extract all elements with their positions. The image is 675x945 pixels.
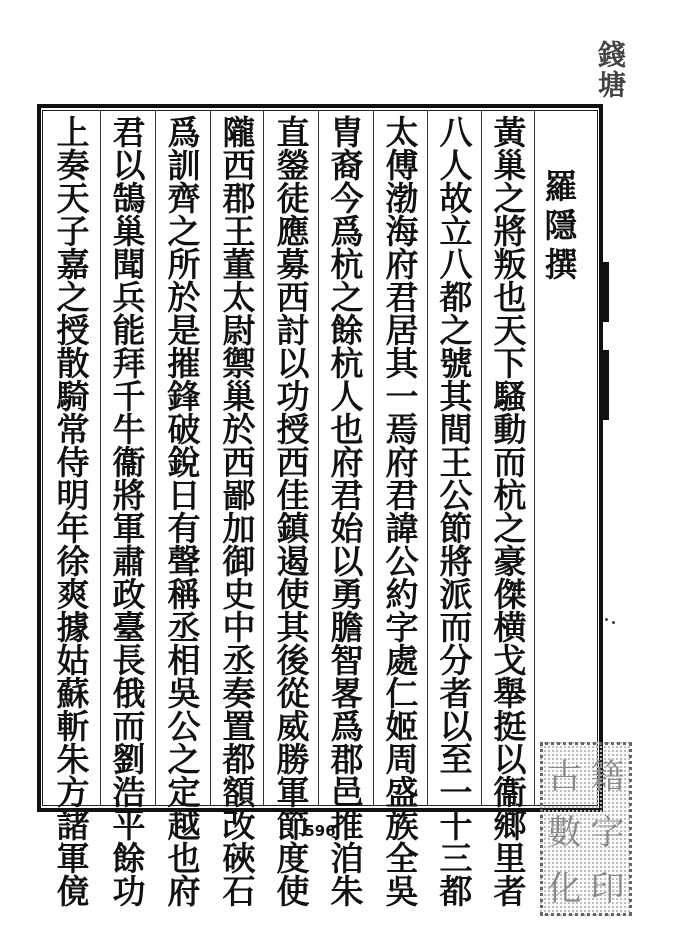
character: 衞	[112, 443, 146, 482]
character: 推	[330, 806, 364, 845]
character: 軍	[276, 773, 310, 812]
character: 撰	[544, 245, 578, 284]
character: 授	[56, 311, 90, 350]
character: 使	[276, 872, 310, 911]
character: 諱	[385, 509, 419, 548]
character: 府	[385, 443, 419, 482]
character: 隱	[544, 206, 578, 245]
character: 破	[167, 410, 201, 449]
character: 郡	[222, 179, 256, 218]
character: 相	[167, 641, 201, 680]
character: 浩	[112, 773, 146, 812]
page-number: 596	[304, 822, 336, 840]
character: 後	[276, 641, 310, 680]
character: 石	[222, 872, 256, 911]
character: 處	[385, 641, 419, 680]
character: 應	[276, 212, 310, 251]
character: 之	[167, 212, 201, 251]
character: 長	[112, 641, 146, 680]
character: 常	[56, 410, 90, 449]
column-rule	[100, 110, 101, 806]
character: 募	[276, 245, 310, 284]
character: 奏	[222, 674, 256, 713]
character: 居	[385, 311, 419, 350]
character: 加	[222, 509, 256, 548]
character: 上	[56, 113, 90, 152]
character: 日	[167, 476, 201, 515]
character: 横	[493, 608, 527, 647]
character: 膽	[330, 608, 364, 647]
character: 周	[385, 740, 419, 779]
character: 勝	[276, 740, 310, 779]
character: 傑	[493, 575, 527, 614]
character: 派	[439, 575, 473, 614]
character: 之	[167, 740, 201, 779]
text-column-5	[270, 113, 316, 911]
character: 吳	[167, 674, 201, 713]
character: 丞	[167, 608, 201, 647]
character: 侍	[56, 443, 90, 482]
character: 都	[439, 872, 473, 911]
text-column-7	[161, 113, 207, 911]
character: 董	[222, 245, 256, 284]
character: 洎	[330, 839, 364, 878]
character: 王	[222, 212, 256, 251]
character: 丞	[222, 641, 256, 680]
character: 以	[276, 344, 310, 383]
character: 智	[330, 641, 364, 680]
character: 授	[276, 410, 310, 449]
character: 改	[222, 806, 256, 845]
character: 朱	[330, 872, 364, 911]
character: 爲	[330, 707, 364, 746]
character: 騎	[56, 377, 90, 416]
character: 而	[493, 443, 527, 482]
character: 衞	[493, 773, 527, 812]
character: 斬	[56, 707, 90, 746]
text-column-9	[50, 113, 96, 911]
character: 裔	[330, 146, 364, 185]
character: 西	[276, 443, 310, 482]
character: 天	[56, 179, 90, 218]
character: 公	[167, 707, 201, 746]
character: 於	[222, 410, 256, 449]
character: 額	[222, 773, 256, 812]
character: 豪	[493, 542, 527, 581]
character: 尉	[222, 311, 256, 350]
character: 公	[439, 476, 473, 515]
character: 直	[276, 113, 310, 152]
character: 之	[330, 278, 364, 317]
character: 全	[385, 839, 419, 878]
character: 焉	[385, 410, 419, 449]
character: 越	[167, 806, 201, 845]
character: 訓	[167, 146, 201, 185]
character: 姬	[385, 707, 419, 746]
character: 君	[330, 476, 364, 515]
character: 里	[493, 839, 527, 878]
character: 一	[439, 773, 473, 812]
text-column-8	[106, 113, 152, 911]
character: 能	[112, 311, 146, 350]
character: 杭	[493, 476, 527, 515]
character: 方	[56, 773, 90, 812]
character: 都	[439, 278, 473, 317]
character: 以	[330, 542, 364, 581]
character: 約	[385, 575, 419, 614]
character: 字	[385, 608, 419, 647]
character: 所	[167, 245, 201, 284]
character: 年	[56, 509, 90, 548]
character: 將	[493, 212, 527, 251]
character: 杭	[330, 344, 364, 383]
character: 置	[222, 707, 256, 746]
character: 太	[385, 113, 419, 152]
character: 始	[330, 509, 364, 548]
text-column-2	[433, 113, 479, 911]
character: 八	[439, 113, 473, 152]
text-column-6	[216, 113, 262, 911]
character: 吳	[385, 872, 419, 911]
column-rule	[427, 110, 428, 806]
character: 諸	[56, 806, 90, 845]
text-column-4	[324, 113, 370, 911]
text-column-3	[379, 113, 425, 911]
character: 將	[439, 542, 473, 581]
character: 之	[56, 278, 90, 317]
character: 餘	[330, 311, 364, 350]
character: 八	[439, 245, 473, 284]
character: 巢	[222, 377, 256, 416]
character: 硤	[222, 839, 256, 878]
character: 朱	[56, 740, 90, 779]
character: 騷	[493, 377, 527, 416]
character: 徐	[56, 542, 90, 581]
character: 胄	[330, 113, 364, 152]
character: 而	[439, 608, 473, 647]
edge-mark-2	[602, 350, 609, 420]
character: 府	[167, 872, 201, 911]
character: 羅	[544, 167, 578, 206]
character: 鄙	[222, 476, 256, 515]
character: 族	[385, 806, 419, 845]
character: 於	[167, 278, 201, 317]
character: 傅	[385, 146, 419, 185]
character: 子	[56, 212, 90, 251]
character: 爽	[56, 575, 90, 614]
character: 杭	[330, 245, 364, 284]
character: 嘉	[56, 245, 90, 284]
character: 蘇	[56, 674, 90, 713]
character: 分	[439, 641, 473, 680]
character: 是	[167, 311, 201, 350]
seal-glyph: 印	[590, 868, 625, 909]
character: 郡	[330, 740, 364, 779]
character: 動	[493, 410, 527, 449]
seal-glyph: 化	[547, 868, 582, 909]
character: 鄉	[493, 806, 527, 845]
character: 有	[167, 509, 201, 548]
character: 肅	[112, 542, 146, 581]
character: 鎮	[276, 509, 310, 548]
character: 聞	[112, 245, 146, 284]
character: 以	[493, 740, 527, 779]
character: 也	[493, 278, 527, 317]
character: 人	[330, 377, 364, 416]
character: 徒	[276, 179, 310, 218]
character: 其	[276, 608, 310, 647]
column-rule	[318, 110, 319, 806]
bleed-through-text: 錢塘	[594, 40, 627, 100]
character: 立	[439, 212, 473, 251]
character: 者	[439, 674, 473, 713]
character: 功	[276, 377, 310, 416]
character: 銳	[167, 443, 201, 482]
character: 禦	[222, 344, 256, 383]
character: 畧	[330, 674, 364, 713]
character: 之	[493, 179, 527, 218]
character: 君	[112, 113, 146, 152]
character: 巢	[112, 212, 146, 251]
seal-glyph: 古	[547, 756, 582, 797]
character: 兵	[112, 278, 146, 317]
character: 史	[222, 575, 256, 614]
character: 使	[276, 575, 310, 614]
character: 奏	[56, 146, 90, 185]
character: 牛	[112, 410, 146, 449]
character: 號	[439, 344, 473, 383]
character: 其	[439, 377, 473, 416]
column-rule	[263, 110, 264, 806]
character: 政	[112, 575, 146, 614]
character: 海	[385, 212, 419, 251]
column-rule	[210, 110, 211, 806]
character: 西	[222, 443, 256, 482]
character: 遏	[276, 542, 310, 581]
character: 爲	[167, 113, 201, 152]
character: 府	[330, 443, 364, 482]
character: 平	[112, 806, 146, 845]
character: 齊	[167, 179, 201, 218]
character: 千	[112, 377, 146, 416]
character: 拜	[112, 344, 146, 383]
library-seal	[540, 742, 632, 916]
speck	[612, 621, 615, 624]
character: 西	[222, 146, 256, 185]
column-rule	[155, 110, 156, 806]
character: 討	[276, 311, 310, 350]
character: 故	[439, 179, 473, 218]
character: 邑	[330, 773, 364, 812]
character: 太	[222, 278, 256, 317]
character: 以	[112, 146, 146, 185]
seal-glyph: 字	[590, 812, 625, 853]
character: 今	[330, 179, 364, 218]
character: 軍	[112, 509, 146, 548]
character: 臺	[112, 608, 146, 647]
seal-glyph: 籍	[590, 756, 625, 797]
character: 也	[167, 839, 201, 878]
character: 威	[276, 707, 310, 746]
character: 挺	[493, 707, 527, 746]
character: 節	[439, 509, 473, 548]
character: 定	[167, 773, 201, 812]
character: 以	[439, 707, 473, 746]
character: 十	[439, 806, 473, 845]
character: 鋒	[167, 377, 201, 416]
character: 俄	[112, 674, 146, 713]
character: 摧	[167, 344, 201, 383]
character: 散	[56, 344, 90, 383]
character: 黃	[493, 113, 527, 152]
seal-glyph: 數	[547, 812, 582, 853]
character: 叛	[493, 245, 527, 284]
character: 鵠	[112, 179, 146, 218]
character: 天	[493, 311, 527, 350]
character: 之	[439, 311, 473, 350]
author-line	[538, 167, 584, 284]
character: 稱	[167, 575, 201, 614]
character: 渤	[385, 179, 419, 218]
character: 鎣	[276, 146, 310, 185]
character: 而	[112, 707, 146, 746]
character: 至	[439, 740, 473, 779]
character: 君	[385, 476, 419, 515]
character: 聲	[167, 542, 201, 581]
character: 王	[439, 443, 473, 482]
character: 舉	[493, 674, 527, 713]
character: 其	[385, 344, 419, 383]
character: 也	[330, 410, 364, 449]
character: 都	[222, 740, 256, 779]
character: 間	[439, 410, 473, 449]
character: 爲	[330, 212, 364, 251]
character: 隴	[222, 113, 256, 152]
character: 之	[493, 509, 527, 548]
text-column-1	[487, 113, 533, 911]
character: 劉	[112, 740, 146, 779]
character: 君	[385, 278, 419, 317]
character: 一	[385, 377, 419, 416]
character: 明	[56, 476, 90, 515]
character: 功	[112, 872, 146, 911]
character: 下	[493, 344, 527, 383]
character: 傹	[56, 872, 90, 911]
character: 公	[385, 542, 419, 581]
character: 戈	[493, 641, 527, 680]
character: 姑	[56, 641, 90, 680]
column-rule	[534, 110, 535, 806]
character: 仁	[385, 674, 419, 713]
character: 度	[276, 839, 310, 878]
character: 御	[222, 542, 256, 581]
character: 巢	[493, 146, 527, 185]
character: 軍	[56, 839, 90, 878]
character: 從	[276, 674, 310, 713]
character: 府	[385, 245, 419, 284]
character: 節	[276, 806, 310, 845]
character: 餘	[112, 839, 146, 878]
column-rule	[481, 110, 482, 806]
character: 者	[493, 872, 527, 911]
character: 勇	[330, 575, 364, 614]
speck	[605, 618, 608, 621]
character: 佳	[276, 476, 310, 515]
character: 三	[439, 839, 473, 878]
character: 盛	[385, 773, 419, 812]
character: 據	[56, 608, 90, 647]
character: 西	[276, 278, 310, 317]
character: 將	[112, 476, 146, 515]
character: 中	[222, 608, 256, 647]
character: 人	[439, 146, 473, 185]
column-rule	[373, 110, 374, 806]
